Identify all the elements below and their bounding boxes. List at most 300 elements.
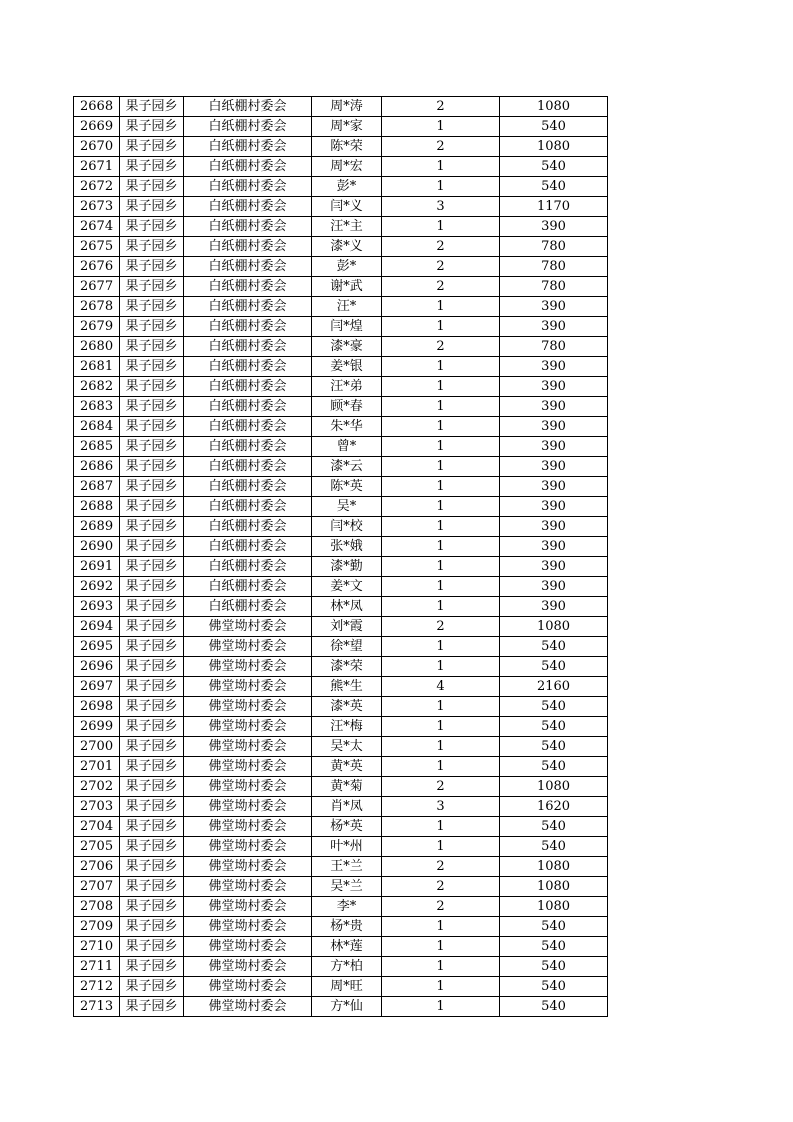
village-committee-cell: 白纸棚村委会 — [184, 337, 312, 357]
row-number-cell: 2702 — [74, 777, 120, 797]
row-number-cell: 2682 — [74, 377, 120, 397]
row-number-cell: 2670 — [74, 137, 120, 157]
table-row — [74, 157, 608, 177]
table-row — [74, 857, 608, 877]
row-number-cell: 2697 — [74, 677, 120, 697]
count-cell: 3 — [382, 797, 500, 817]
row-number-cell: 2707 — [74, 877, 120, 897]
table-row — [74, 617, 608, 637]
amount-cell: 540 — [500, 757, 608, 777]
row-number-cell: 2695 — [74, 637, 120, 657]
amount-cell: 540 — [500, 997, 608, 1017]
amount-cell: 540 — [500, 917, 608, 937]
row-number-cell: 2668 — [74, 97, 120, 117]
township-cell: 果子园乡 — [120, 177, 184, 197]
township-cell: 果子园乡 — [120, 117, 184, 137]
table-row — [74, 277, 608, 297]
person-name-cell: 张*娥 — [312, 537, 382, 557]
township-cell: 果子园乡 — [120, 737, 184, 757]
amount-cell: 390 — [500, 377, 608, 397]
count-cell: 1 — [382, 497, 500, 517]
village-committee-cell: 白纸棚村委会 — [184, 117, 312, 137]
township-cell: 果子园乡 — [120, 597, 184, 617]
row-number-cell: 2686 — [74, 457, 120, 477]
township-cell: 果子园乡 — [120, 437, 184, 457]
township-cell: 果子园乡 — [120, 537, 184, 557]
row-number-cell: 2679 — [74, 317, 120, 337]
village-committee-cell: 佛堂坳村委会 — [184, 657, 312, 677]
village-committee-cell: 佛堂坳村委会 — [184, 937, 312, 957]
village-committee-cell: 佛堂坳村委会 — [184, 957, 312, 977]
amount-cell: 390 — [500, 517, 608, 537]
amount-cell: 2160 — [500, 677, 608, 697]
township-cell: 果子园乡 — [120, 957, 184, 977]
amount-cell: 540 — [500, 157, 608, 177]
amount-cell: 390 — [500, 477, 608, 497]
table-row — [74, 657, 608, 677]
amount-cell: 780 — [500, 277, 608, 297]
table-row — [74, 337, 608, 357]
village-committee-cell: 白纸棚村委会 — [184, 97, 312, 117]
township-cell: 果子园乡 — [120, 857, 184, 877]
row-number-cell: 2683 — [74, 397, 120, 417]
amount-cell: 390 — [500, 577, 608, 597]
count-cell: 1 — [382, 157, 500, 177]
table-row — [74, 257, 608, 277]
row-number-cell: 2690 — [74, 537, 120, 557]
village-committee-cell: 白纸棚村委会 — [184, 237, 312, 257]
township-cell: 果子园乡 — [120, 457, 184, 477]
count-cell: 1 — [382, 817, 500, 837]
person-name-cell: 漆*义 — [312, 237, 382, 257]
village-committee-cell: 白纸棚村委会 — [184, 477, 312, 497]
village-committee-cell: 佛堂坳村委会 — [184, 637, 312, 657]
person-name-cell: 闫*义 — [312, 197, 382, 217]
table-row — [74, 177, 608, 197]
count-cell: 2 — [382, 897, 500, 917]
amount-cell: 390 — [500, 297, 608, 317]
row-number-cell: 2680 — [74, 337, 120, 357]
person-name-cell: 漆*云 — [312, 457, 382, 477]
township-cell: 果子园乡 — [120, 417, 184, 437]
amount-cell: 540 — [500, 697, 608, 717]
amount-cell: 390 — [500, 457, 608, 477]
count-cell: 2 — [382, 257, 500, 277]
row-number-cell: 2684 — [74, 417, 120, 437]
person-name-cell: 王*兰 — [312, 857, 382, 877]
table-row — [74, 877, 608, 897]
amount-cell: 390 — [500, 597, 608, 617]
row-number-cell: 2675 — [74, 237, 120, 257]
table-row — [74, 297, 608, 317]
village-committee-cell: 佛堂坳村委会 — [184, 817, 312, 837]
amount-cell: 1080 — [500, 877, 608, 897]
table-row — [74, 417, 608, 437]
amount-cell: 390 — [500, 497, 608, 517]
person-name-cell: 汪*主 — [312, 217, 382, 237]
person-name-cell: 谢*武 — [312, 277, 382, 297]
township-cell: 果子园乡 — [120, 257, 184, 277]
village-committee-cell: 白纸棚村委会 — [184, 217, 312, 237]
count-cell: 1 — [382, 457, 500, 477]
person-name-cell: 杨*英 — [312, 817, 382, 837]
person-name-cell: 闫*煌 — [312, 317, 382, 337]
count-cell: 1 — [382, 957, 500, 977]
township-cell: 果子园乡 — [120, 797, 184, 817]
amount-cell: 1080 — [500, 137, 608, 157]
person-name-cell: 吴*兰 — [312, 877, 382, 897]
village-committee-cell: 佛堂坳村委会 — [184, 797, 312, 817]
table-row — [74, 597, 608, 617]
township-cell: 果子园乡 — [120, 517, 184, 537]
count-cell: 1 — [382, 997, 500, 1017]
amount-cell: 540 — [500, 117, 608, 137]
table-row — [74, 837, 608, 857]
amount-cell: 540 — [500, 837, 608, 857]
person-name-cell: 杨*贵 — [312, 917, 382, 937]
table-row — [74, 637, 608, 657]
person-name-cell: 熊*生 — [312, 677, 382, 697]
table-row — [74, 377, 608, 397]
amount-cell: 390 — [500, 417, 608, 437]
amount-cell: 390 — [500, 537, 608, 557]
township-cell: 果子园乡 — [120, 817, 184, 837]
count-cell: 1 — [382, 977, 500, 997]
row-number-cell: 2710 — [74, 937, 120, 957]
person-name-cell: 彭* — [312, 177, 382, 197]
village-committee-cell: 佛堂坳村委会 — [184, 737, 312, 757]
township-cell: 果子园乡 — [120, 197, 184, 217]
row-number-cell: 2677 — [74, 277, 120, 297]
count-cell: 1 — [382, 737, 500, 757]
township-cell: 果子园乡 — [120, 137, 184, 157]
table-row — [74, 517, 608, 537]
person-name-cell: 汪* — [312, 297, 382, 317]
count-cell: 1 — [382, 577, 500, 597]
table-row — [74, 137, 608, 157]
person-name-cell: 顾*春 — [312, 397, 382, 417]
person-name-cell: 姜*银 — [312, 357, 382, 377]
village-committee-cell: 白纸棚村委会 — [184, 157, 312, 177]
person-name-cell: 漆*勤 — [312, 557, 382, 577]
person-name-cell: 黄*菊 — [312, 777, 382, 797]
row-number-cell: 2696 — [74, 657, 120, 677]
person-name-cell: 闫*校 — [312, 517, 382, 537]
table-row — [74, 357, 608, 377]
count-cell: 1 — [382, 117, 500, 137]
village-committee-cell: 白纸棚村委会 — [184, 297, 312, 317]
village-committee-cell: 佛堂坳村委会 — [184, 777, 312, 797]
row-number-cell: 2669 — [74, 117, 120, 137]
row-number-cell: 2705 — [74, 837, 120, 857]
count-cell: 1 — [382, 317, 500, 337]
person-name-cell: 吴* — [312, 497, 382, 517]
person-name-cell: 吴*太 — [312, 737, 382, 757]
count-cell: 2 — [382, 617, 500, 637]
amount-cell: 540 — [500, 737, 608, 757]
row-number-cell: 2692 — [74, 577, 120, 597]
village-committee-cell: 佛堂坳村委会 — [184, 977, 312, 997]
table-row — [74, 557, 608, 577]
amount-cell: 540 — [500, 957, 608, 977]
row-number-cell: 2689 — [74, 517, 120, 537]
amount-cell: 540 — [500, 637, 608, 657]
row-number-cell: 2678 — [74, 297, 120, 317]
count-cell: 1 — [382, 377, 500, 397]
row-number-cell: 2708 — [74, 897, 120, 917]
row-number-cell: 2676 — [74, 257, 120, 277]
row-number-cell: 2703 — [74, 797, 120, 817]
person-name-cell: 朱*华 — [312, 417, 382, 437]
row-number-cell: 2701 — [74, 757, 120, 777]
township-cell: 果子园乡 — [120, 717, 184, 737]
row-number-cell: 2673 — [74, 197, 120, 217]
township-cell: 果子园乡 — [120, 297, 184, 317]
amount-cell: 1170 — [500, 197, 608, 217]
village-committee-cell: 佛堂坳村委会 — [184, 917, 312, 937]
amount-cell: 390 — [500, 357, 608, 377]
person-name-cell: 周*家 — [312, 117, 382, 137]
township-cell: 果子园乡 — [120, 877, 184, 897]
table-row — [74, 577, 608, 597]
row-number-cell: 2687 — [74, 477, 120, 497]
township-cell: 果子园乡 — [120, 357, 184, 377]
person-name-cell: 叶*州 — [312, 837, 382, 857]
count-cell: 1 — [382, 837, 500, 857]
village-committee-cell: 白纸棚村委会 — [184, 597, 312, 617]
amount-cell: 1080 — [500, 777, 608, 797]
count-cell: 1 — [382, 437, 500, 457]
township-cell: 果子园乡 — [120, 637, 184, 657]
count-cell: 1 — [382, 357, 500, 377]
table-row — [74, 917, 608, 937]
village-committee-cell: 白纸棚村委会 — [184, 577, 312, 597]
village-committee-cell: 佛堂坳村委会 — [184, 897, 312, 917]
township-cell: 果子园乡 — [120, 277, 184, 297]
row-number-cell: 2709 — [74, 917, 120, 937]
table-row — [74, 197, 608, 217]
amount-cell: 1080 — [500, 617, 608, 637]
township-cell: 果子园乡 — [120, 477, 184, 497]
village-committee-cell: 白纸棚村委会 — [184, 557, 312, 577]
township-cell: 果子园乡 — [120, 217, 184, 237]
count-cell: 1 — [382, 477, 500, 497]
count-cell: 1 — [382, 717, 500, 737]
count-cell: 2 — [382, 877, 500, 897]
village-committee-cell: 佛堂坳村委会 — [184, 717, 312, 737]
table-row — [74, 477, 608, 497]
table-row — [74, 737, 608, 757]
table-row — [74, 697, 608, 717]
count-cell: 1 — [382, 697, 500, 717]
village-committee-cell: 白纸棚村委会 — [184, 137, 312, 157]
count-cell: 2 — [382, 337, 500, 357]
village-committee-cell: 白纸棚村委会 — [184, 377, 312, 397]
count-cell: 1 — [382, 557, 500, 577]
count-cell: 1 — [382, 217, 500, 237]
row-number-cell: 2699 — [74, 717, 120, 737]
count-cell: 1 — [382, 917, 500, 937]
row-number-cell: 2704 — [74, 817, 120, 837]
table-row — [74, 797, 608, 817]
table-row — [74, 437, 608, 457]
amount-cell: 540 — [500, 717, 608, 737]
village-committee-cell: 白纸棚村委会 — [184, 317, 312, 337]
township-cell: 果子园乡 — [120, 97, 184, 117]
amount-cell: 780 — [500, 257, 608, 277]
table-row — [74, 497, 608, 517]
count-cell: 1 — [382, 637, 500, 657]
township-cell: 果子园乡 — [120, 977, 184, 997]
count-cell: 1 — [382, 297, 500, 317]
township-cell: 果子园乡 — [120, 237, 184, 257]
village-committee-cell: 白纸棚村委会 — [184, 197, 312, 217]
amount-cell: 390 — [500, 397, 608, 417]
row-number-cell: 2712 — [74, 977, 120, 997]
count-cell: 1 — [382, 397, 500, 417]
count-cell: 3 — [382, 197, 500, 217]
township-cell: 果子园乡 — [120, 377, 184, 397]
amount-cell: 1080 — [500, 897, 608, 917]
row-number-cell: 2671 — [74, 157, 120, 177]
village-committee-cell: 白纸棚村委会 — [184, 537, 312, 557]
township-cell: 果子园乡 — [120, 397, 184, 417]
row-number-cell: 2700 — [74, 737, 120, 757]
row-number-cell: 2693 — [74, 597, 120, 617]
village-committee-cell: 佛堂坳村委会 — [184, 997, 312, 1017]
village-committee-cell: 佛堂坳村委会 — [184, 837, 312, 857]
village-committee-cell: 佛堂坳村委会 — [184, 697, 312, 717]
table-row — [74, 97, 608, 117]
amount-cell: 540 — [500, 937, 608, 957]
records-table — [73, 96, 608, 1017]
person-name-cell: 陈*荣 — [312, 137, 382, 157]
table-row — [74, 457, 608, 477]
row-number-cell: 2713 — [74, 997, 120, 1017]
village-committee-cell: 佛堂坳村委会 — [184, 677, 312, 697]
township-cell: 果子园乡 — [120, 897, 184, 917]
row-number-cell: 2688 — [74, 497, 120, 517]
amount-cell: 390 — [500, 557, 608, 577]
village-committee-cell: 白纸棚村委会 — [184, 497, 312, 517]
person-name-cell: 方*仙 — [312, 997, 382, 1017]
table-row — [74, 717, 608, 737]
count-cell: 2 — [382, 237, 500, 257]
person-name-cell: 陈*英 — [312, 477, 382, 497]
table-row — [74, 317, 608, 337]
count-cell: 1 — [382, 537, 500, 557]
table-row — [74, 897, 608, 917]
person-name-cell: 汪*弟 — [312, 377, 382, 397]
table-row — [74, 997, 608, 1017]
township-cell: 果子园乡 — [120, 317, 184, 337]
count-cell: 1 — [382, 937, 500, 957]
township-cell: 果子园乡 — [120, 657, 184, 677]
person-name-cell: 漆*英 — [312, 697, 382, 717]
village-committee-cell: 白纸棚村委会 — [184, 417, 312, 437]
count-cell: 4 — [382, 677, 500, 697]
table-row — [74, 757, 608, 777]
village-committee-cell: 白纸棚村委会 — [184, 517, 312, 537]
township-cell: 果子园乡 — [120, 337, 184, 357]
amount-cell: 540 — [500, 657, 608, 677]
table-row — [74, 217, 608, 237]
count-cell: 2 — [382, 777, 500, 797]
person-name-cell: 黄*英 — [312, 757, 382, 777]
row-number-cell: 2691 — [74, 557, 120, 577]
person-name-cell: 肖*凤 — [312, 797, 382, 817]
amount-cell: 540 — [500, 177, 608, 197]
township-cell: 果子园乡 — [120, 837, 184, 857]
village-committee-cell: 佛堂坳村委会 — [184, 857, 312, 877]
count-cell: 1 — [382, 517, 500, 537]
row-number-cell: 2711 — [74, 957, 120, 977]
township-cell: 果子园乡 — [120, 557, 184, 577]
table-row — [74, 237, 608, 257]
table-row — [74, 817, 608, 837]
amount-cell: 1080 — [500, 97, 608, 117]
person-name-cell: 姜*文 — [312, 577, 382, 597]
amount-cell: 1080 — [500, 857, 608, 877]
row-number-cell: 2672 — [74, 177, 120, 197]
person-name-cell: 刘*霞 — [312, 617, 382, 637]
count-cell: 2 — [382, 277, 500, 297]
person-name-cell: 汪*梅 — [312, 717, 382, 737]
person-name-cell: 周*涛 — [312, 97, 382, 117]
amount-cell: 1620 — [500, 797, 608, 817]
count-cell: 1 — [382, 757, 500, 777]
table-row — [74, 957, 608, 977]
count-cell: 1 — [382, 417, 500, 437]
amount-cell: 390 — [500, 437, 608, 457]
township-cell: 果子园乡 — [120, 677, 184, 697]
person-name-cell: 彭* — [312, 257, 382, 277]
person-name-cell: 林*凤 — [312, 597, 382, 617]
person-name-cell: 李* — [312, 897, 382, 917]
count-cell: 1 — [382, 177, 500, 197]
village-committee-cell: 佛堂坳村委会 — [184, 617, 312, 637]
row-number-cell: 2674 — [74, 217, 120, 237]
person-name-cell: 徐*望 — [312, 637, 382, 657]
person-name-cell: 漆*荣 — [312, 657, 382, 677]
township-cell: 果子园乡 — [120, 697, 184, 717]
village-committee-cell: 白纸棚村委会 — [184, 277, 312, 297]
person-name-cell: 漆*豪 — [312, 337, 382, 357]
township-cell: 果子园乡 — [120, 577, 184, 597]
count-cell: 2 — [382, 857, 500, 877]
village-committee-cell: 白纸棚村委会 — [184, 397, 312, 417]
count-cell: 1 — [382, 597, 500, 617]
township-cell: 果子园乡 — [120, 497, 184, 517]
village-committee-cell: 白纸棚村委会 — [184, 357, 312, 377]
amount-cell: 540 — [500, 817, 608, 837]
village-committee-cell: 白纸棚村委会 — [184, 457, 312, 477]
township-cell: 果子园乡 — [120, 617, 184, 637]
row-number-cell: 2706 — [74, 857, 120, 877]
table-row — [74, 117, 608, 137]
table-row — [74, 777, 608, 797]
row-number-cell: 2694 — [74, 617, 120, 637]
count-cell: 1 — [382, 657, 500, 677]
township-cell: 果子园乡 — [120, 937, 184, 957]
amount-cell: 540 — [500, 977, 608, 997]
township-cell: 果子园乡 — [120, 917, 184, 937]
township-cell: 果子园乡 — [120, 997, 184, 1017]
person-name-cell: 曾* — [312, 437, 382, 457]
row-number-cell: 2698 — [74, 697, 120, 717]
count-cell: 2 — [382, 97, 500, 117]
amount-cell: 390 — [500, 317, 608, 337]
